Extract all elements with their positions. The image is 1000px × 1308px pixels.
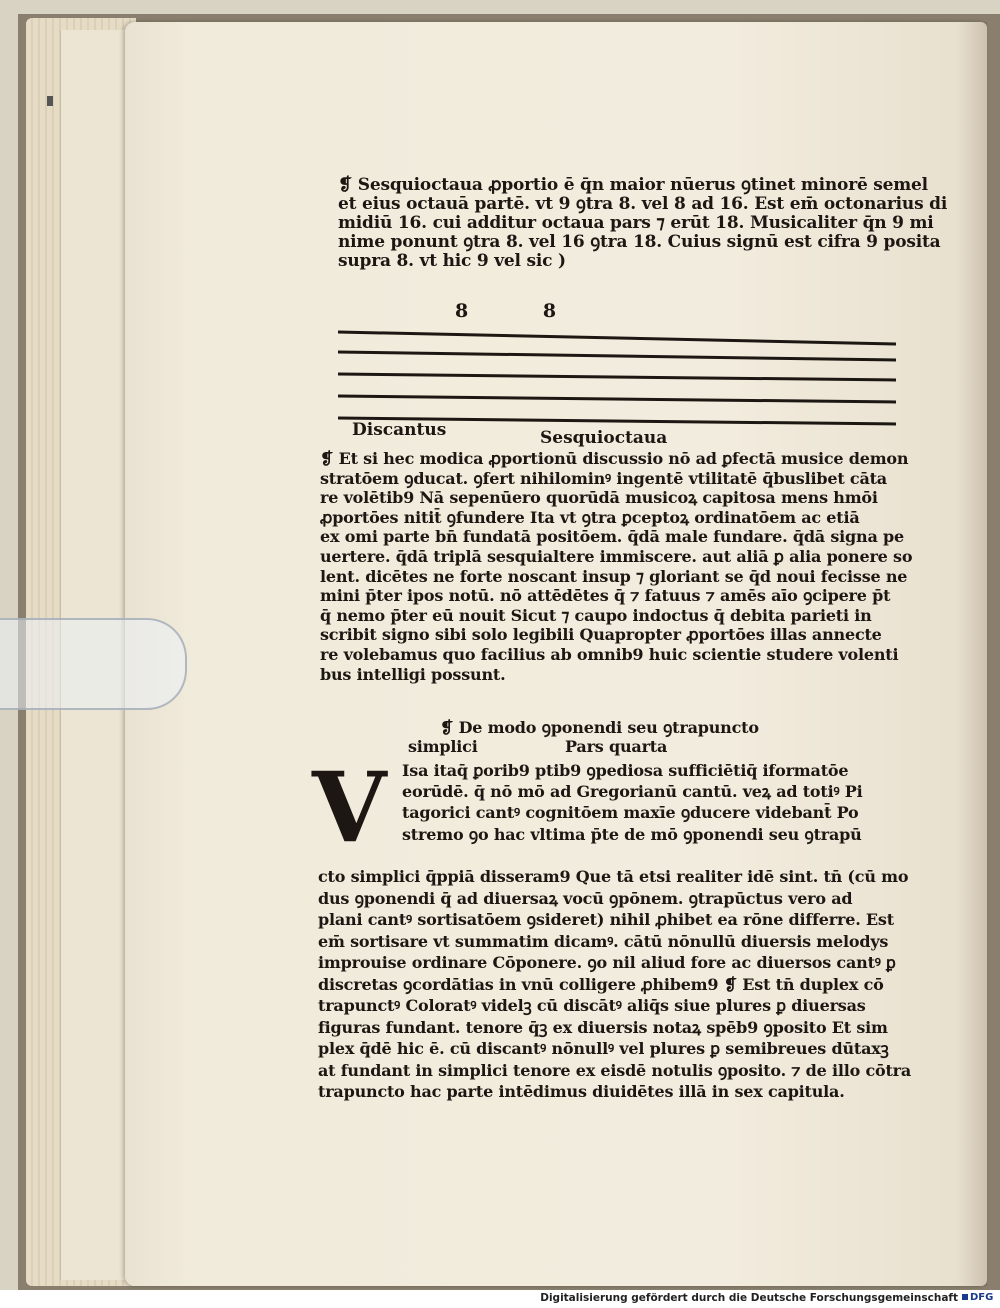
- text-line: trapunctꝰ Coloratꝰ videlꝫ cū discātꝰ aliq̄s siue plures ꝑ diuersas: [318, 996, 866, 1015]
- text-line: supra 8. vt hic 9 vel sic ): [338, 251, 566, 271]
- fraction-denominators: [455, 300, 624, 322]
- text-line: uertere. q̄dā triplā sesquialtere immiscere. aut aliā ꝑ alia ponere so: [320, 546, 913, 566]
- text-line: plani cantꝰ sortisatōem ꝯsideret) nihil ꝓhibet ea rōne differre. Est: [318, 910, 894, 929]
- text-line: bus intelligi possunt.: [320, 664, 506, 684]
- staff-line: [338, 396, 896, 402]
- text-line: at fundant in simplici tenore ex eisdē notulis ꝯposito. ⁊ de illo cōtra: [318, 1060, 912, 1080]
- text-line: eorūdē. q̄ nō mō ad Gregorianū cantū. veꝝ ad totiꝰ Pi: [402, 782, 863, 802]
- text-line: tagorici cantꝰ cognitōem maxīe ꝯducere videbant̄ Po: [402, 803, 859, 823]
- denominator: 8: [542, 300, 557, 322]
- paragraph-proportions: [320, 449, 912, 684]
- text-line: lent. dicētes ne forte noscant insup ⁊ gloriant se q̄d noui fecisse ne: [320, 566, 908, 586]
- page-gutter: [957, 22, 987, 1286]
- text-line: dus ꝯponendi q̄ ad diuersaꝝ vocū ꝯpōnem. ꝯtrapūctus vero ad: [318, 888, 853, 908]
- page-holder-clip: [0, 618, 187, 710]
- section-subheading: simplici: [408, 737, 478, 756]
- footer-bar: [0, 1290, 1000, 1308]
- text-line: ex omi parte bn̄ fundatā positōem. q̄dā male fundare. q̄dā signa pe: [320, 527, 904, 547]
- staff-label-sesquioctaua: Sesquioctaua: [540, 428, 668, 448]
- text-line: Isa itaq̄ ꝑorib9 ptib9 ꝯpediosa sufficiētiq̄ iformatōe: [402, 761, 849, 780]
- text-line: nime ponunt ꝯtra 8. vel 16 ꝯtra 18. Cuius signū est cifra 9 posita: [338, 232, 941, 252]
- text-line: plex q̄dē hic ē. cū discantꝰ nōnullꝰ vel plures ꝑ semibreues dūtaxꝫ: [318, 1039, 889, 1058]
- text-line: et eius octauā partē. vt 9 ꝯtra 8. vel 8 ad 16. Est em̄ octonarius di: [338, 194, 948, 214]
- text-line: scribit signo sibi solo legibili Quapropter ꝓportōes illas annecte: [320, 625, 882, 645]
- paragraph-sesquioctaua: [338, 176, 947, 271]
- text-line: discretas ꝯcordātias in vnū colligere ꝓhibem9 ❡ Est tn̄ duplex cō: [318, 974, 884, 994]
- text-line: cto simplici q̄ppiā disseram9 Que tā etsi realiter idē sint. tn̄ (cū mo: [318, 867, 909, 886]
- dfg-logo[interactable]: DFG: [962, 1291, 996, 1305]
- denominator: 8: [455, 300, 469, 322]
- text-line: trapuncto hac parte intēdimus diuidētes illā in sex capitula.: [318, 1082, 845, 1101]
- staff-label-discantus: Discantus: [352, 420, 447, 440]
- decorated-initial: V: [312, 751, 387, 864]
- text-line: improuise ordinare Cōponere. ꝯo nil aliud fore ac diuersos cantꝰ ꝑ: [318, 953, 896, 972]
- paragraph-opening: [402, 760, 862, 845]
- text-line: figuras fundant. tenore q̄ꝫ ex diuersis notaꝝ spēb9 ꝯposito Et sim: [318, 1017, 888, 1037]
- text-line: ꝓportōes nitit̄ ꝯfundere Ita vt ꝯtra ꝑceptoꝝ ordinatōem ac etiā: [320, 507, 860, 527]
- staff-line: [338, 374, 896, 380]
- staff-line: [338, 352, 896, 360]
- bookmark-marker: [47, 96, 53, 106]
- text-line: ❡ Et si hec modica ꝓportionū discussio nō ad ꝑfectā musice demon: [320, 449, 909, 468]
- text-line: stremo ꝯo hac vltima p̄te de mō ꝯponendi seu ꝯtrapū: [402, 824, 862, 844]
- text-line: em̄ sortisare vt summatim dicamꝰ. cātū nōnullū diuersis melodys: [318, 931, 889, 951]
- text-line: re volebamus quo facilius ab omnib9 huic scientie studere volenti: [320, 644, 899, 664]
- section-part-label: Pars quarta: [565, 737, 668, 756]
- staff-line: [338, 332, 896, 344]
- text-line: q̄ nemo p̄ter eū nouit Sicut ⁊ caupo indoctus q̄ debita parieti in: [320, 605, 872, 625]
- text-line: midiū 16. cui additur octaua pars ⁊ erūt 18. Musicaliter q̄n 9 mi: [338, 213, 934, 233]
- text-line: mini p̄ter ipos notū. nō attēdētes q̄ ⁊ fatuus ⁊ amēs aīo ꝯcipere p̄t: [320, 586, 891, 606]
- text-line: re volētib9 Nā sepenūero quorūdā musicoꝝ capitosa mens hmōi: [320, 488, 878, 508]
- paragraph-contrapunctus: [318, 866, 911, 1103]
- funding-notice: Digitalisierung gefördert durch die Deutsche Forschungsgemeinschaft: [540, 1292, 958, 1304]
- section-heading: ❡ De modo ꝯponendi seu ꝯtrapuncto: [440, 718, 759, 737]
- text-line: stratōem ꝯducat. ꝯfert nihilominꝰ ingentē vtilitatē q̄buslibet cāta: [320, 468, 887, 488]
- text-line: ❡ Sesquioctaua ꝓportio ē q̄n maior nūerus ꝯtinet minorē semel: [338, 175, 928, 195]
